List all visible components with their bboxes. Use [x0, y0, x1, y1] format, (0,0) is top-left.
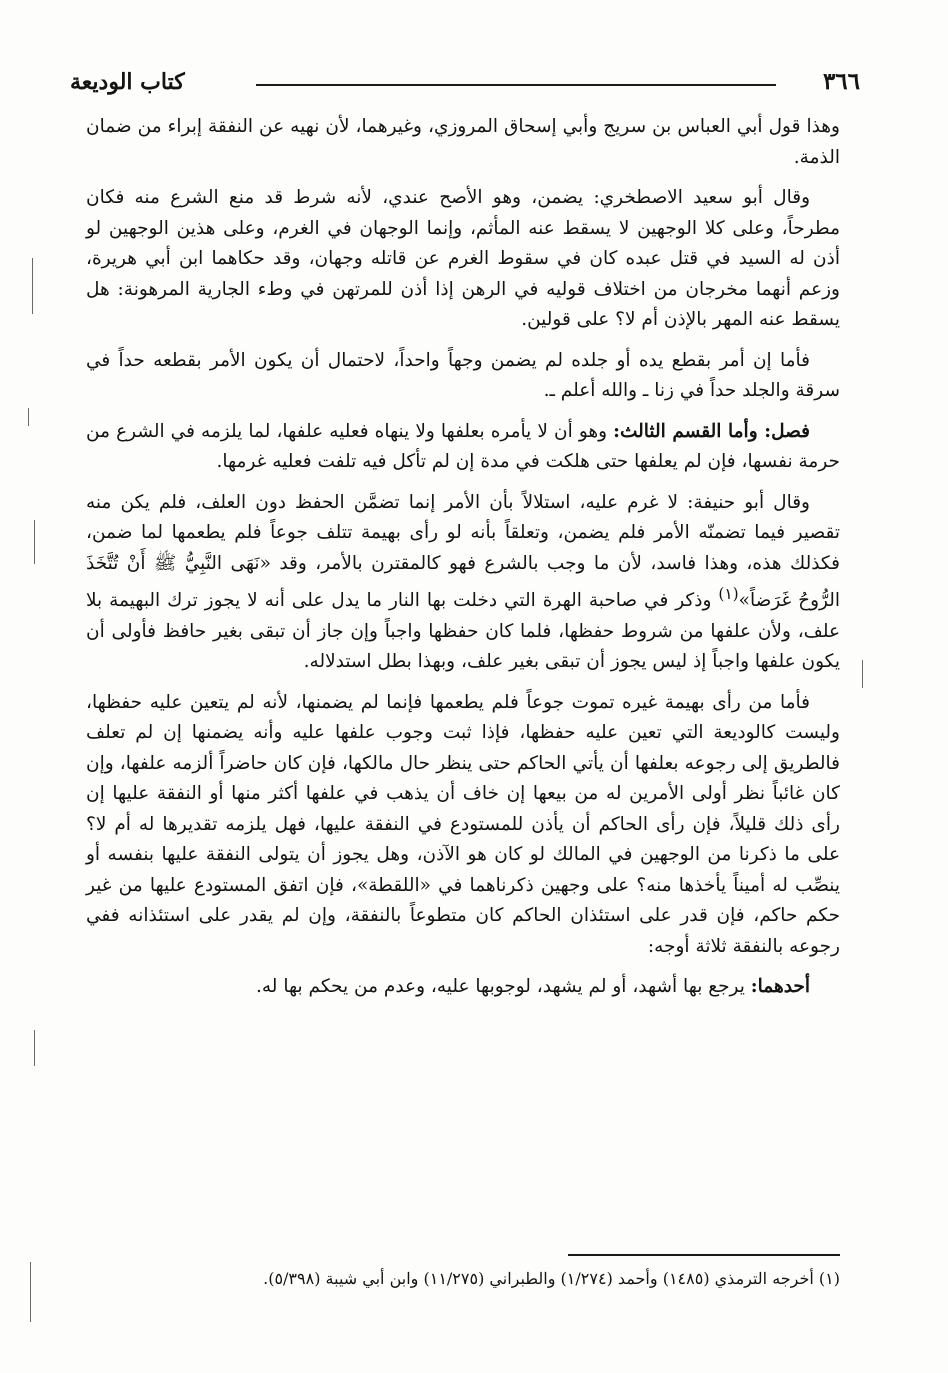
paragraph — [86, 688, 840, 963]
point-heading: أحدهما: — [750, 976, 810, 998]
paragraph-text: وهذا قول أبي العباس بن سريج وأبي إسحاق المروزي، وغيرهما، لأن نهيه عن النفقة إبراء من ضمان الذمة. — [86, 116, 840, 168]
margin-mark — [28, 408, 29, 426]
paragraph — [86, 183, 840, 336]
margin-mark — [862, 660, 863, 688]
paragraph-text: يرجع بها أشهد، أو لم يشهد، لوجوبها عليه، وعدم من يحكم بها له. — [256, 976, 751, 998]
section-heading: فصل: وأما القسم الثالث: — [613, 420, 811, 442]
section-paragraph — [86, 417, 840, 478]
margin-mark — [34, 1030, 35, 1066]
paragraph-text: وهو أن لا يأمره بعلفها ولا ينهاه فعليه علفها، لما يلزمه في الشرع من حرمة نفسها، فإن لم يعلفها حتى هلكت في مدة إن لم تأكل فيه تلفت فعليه غرمها. — [86, 420, 840, 472]
book-title: كتاب الوديعة — [70, 69, 185, 95]
main-text — [86, 112, 840, 1013]
paragraph-text: وذكر في صاحبة الهرة التي دخلت بها النار ما يدل على أنه لا يجوز ترك البهيمة بلا علف، ولأن علفها من شروط حفظها، فلما كان حفظها واجباً وإن جاز أن تبقى بغير حافظ فأولى أن يكون علفها واجباً إذ ليس يجوز أن تبقى بغير علف، وبهذا بطل استدلاله. — [86, 590, 840, 673]
paragraph — [86, 488, 840, 678]
paragraph-text: وقال أبو سعيد الاصطخري: يضمن، وهو الأصح عندي، لأنه شرط قد منع الشرع منه فكان مطرحاً، وعلى كلا الوجهين لا يسقط عنه المأثم، وإنما الوجهان في الغرم، وعلى هذين الوجهين لو أذن له السيد في قتل عبده كان في سقوط الغرم عن قاتله وجهان، وقد حكاهما ابن أبي هريرة، وزعم أنهما مخرجان من اختلاف قوليه في الرهن إذا أذن للمرتهن في وطء الجارية المرهونة: هل يسقط عنه المهر بالإذن أم لا؟ على قولين. — [86, 187, 840, 330]
margin-mark — [32, 258, 33, 314]
page-number: ٣٦٦ — [822, 68, 860, 95]
running-header — [70, 62, 860, 102]
hadith-quote: «نَهَى النَّبِيُّ ﷺ أَنْ تُتَّخَذَ الرُّوحُ غَرَضاً» — [86, 552, 840, 612]
margin-mark — [34, 520, 35, 564]
paragraph-text: فأما من رأى بهيمة غيره تموت جوعاً فلم يطعمها فإنما لم يضمنها، لأنه لم يتعين عليه حفظها، وليست كالوديعة التي تعين عليه حفظها، فإذا ثبت وجوب علفها عليه وأنه يضمنها إن لم تعلف فالطريق إلى رجوعه بعلفها أن يأتي الحاكم حتى ينظر حال مالكها، فإن كان حاضراً ألزمه علفها، وإن كان غائباً نظر أولى الأمرين له من بيعها إن خاف أن يذهب في علفها أكثر منها أو النفقة عليها إن رأى ذلك قليلاً، فإن رأى الحاكم أن يأذن للمستودع في النفقة عليها، فهل يلزمه تقديرها له أم لا؟ على ما ذكرنا من الوجهين في المالك لو كان هو الآذن، وهل يجوز أن يتولى النفقة عليها بنفسه أو ينصِّب له أميناً يأخذها منه؟ على وجهين ذكرناهما في «اللقطة»، فإن اتفق المستودع عليها من غير حكم حاكم، فإن قدر على استئذان الحاكم كان متطوعاً بالنفقة، وإن لم يقدر على استئذانه ففي رجوعه بالنفقة ثلاثة أوجه: — [86, 691, 840, 957]
paragraph — [86, 112, 840, 173]
paragraph — [86, 972, 840, 1003]
paragraph — [86, 346, 840, 407]
footnote-rule — [568, 1254, 840, 1256]
paragraph-text: فأما إن أمر بقطع يده أو جلده لم يضمن وجهاً واحداً، لاحتمال أن يكون الأمر بقطعه حداً في سرقة والجلد حداً في زنا ـ والله أعلم ـ. — [86, 349, 840, 401]
paragraph-text: وقال أبو حنيفة: لا غرم عليه، استلالاً بأن الأمر إنما تضمَّن الحفظ دون العلف، فلم يكن منه تقصير فيما تضمنّه الأمر فلم يضمن، وتعلقاً بأنه لو رأى بهيمة تتلف جوعاً فلم يطعمها لما ضمن، فكذلك هذه، وهذا فاسد، لأن ما وجب بالشرع فهو كالمقترن بالأمر، وقد — [86, 491, 840, 574]
margin-mark — [30, 1262, 31, 1322]
header-rule — [256, 84, 776, 86]
footnote-reference[interactable]: (١) — [718, 585, 739, 603]
footnote: (١) أخرجه الترمذي (١٤٨٥) وأحمد (١/٢٧٤) والطبراني (١١/٢٧٥) وابن أبي شيبة (٥/٣٩٨). — [263, 1269, 840, 1288]
